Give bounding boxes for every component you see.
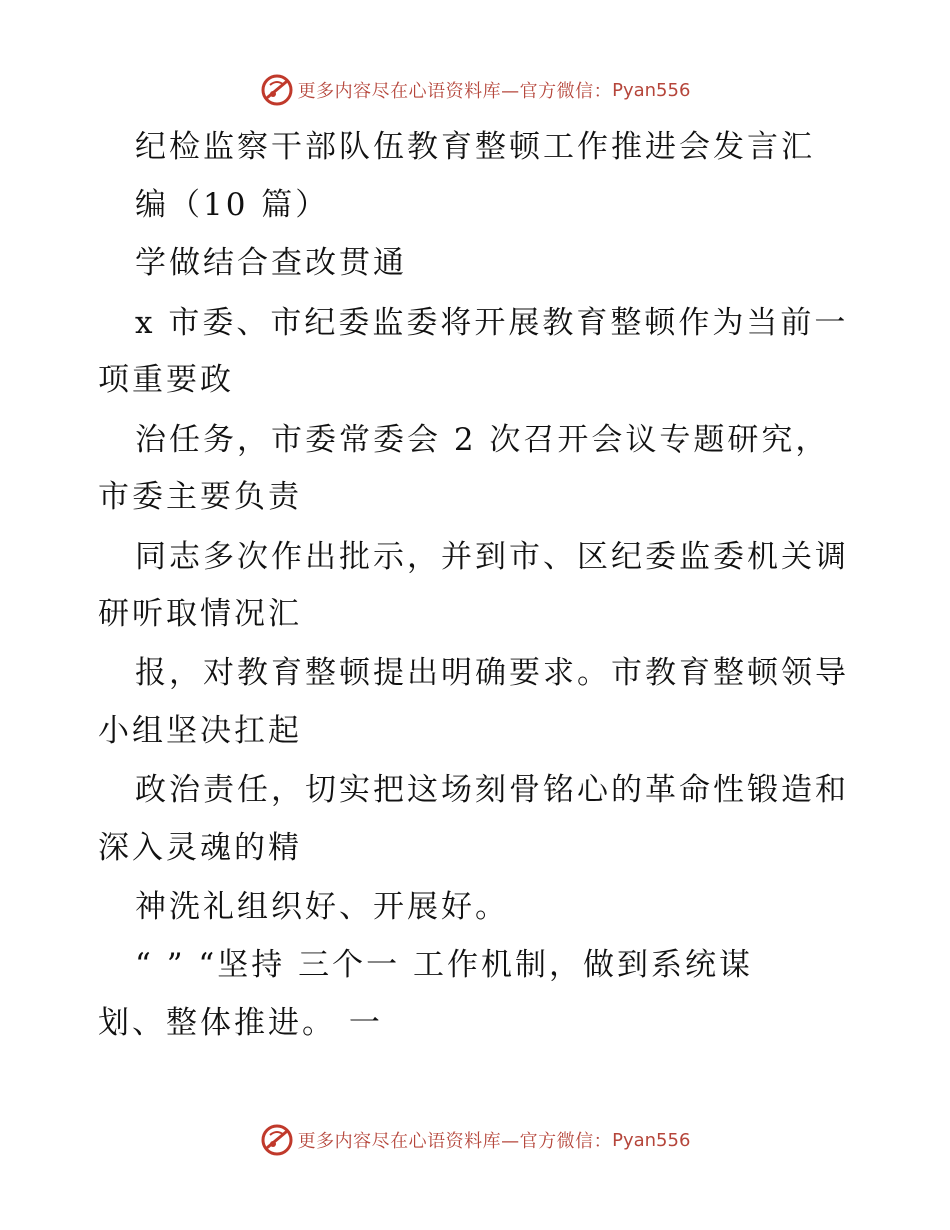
paragraph-line: 同志多次作出批示，并到市、区纪委监委机关调 [135,539,849,575]
document-title-line-1: 纪检监察干部队伍教育整顿工作推进会发言汇 [135,129,815,165]
paragraph-line: “ ” “坚持 三个一 工作机制，做到系统谋 [135,947,753,983]
watermark-contact: Pyan556 [612,1129,691,1151]
paragraph-line: 治任务，市委常委会 2 次召开会议专题研究， [135,422,830,458]
watermark-banner-bottom [0,1120,950,1160]
paragraph-line: 研听取情况汇 [98,596,302,632]
paragraph-line: 小组坚决扛起 [98,713,302,749]
paragraph-line: 项重要政 [98,362,234,398]
paragraph-line: 政治责任，切实把这场刻骨铭心的革命性锻造和 [135,772,849,808]
section-heading: 学做结合查改贯通 [135,245,407,281]
watermark-text: 更多内容尽在心语资料库—官方微信： [297,81,613,102]
brand-logo-icon [260,1123,294,1157]
document-title-line-2: 编（10 篇） [135,187,330,223]
watermark-contact: Pyan556 [612,79,691,101]
paragraph-line: 划、整体推进。 一 [98,1005,383,1041]
paragraph-line: 市委主要负责 [98,479,302,515]
watermark-text: 更多内容尽在心语资料库—官方微信： [297,1131,613,1152]
paragraph-line: 报，对教育整顿提出明确要求。市教育整顿领导 [135,655,849,691]
paragraph-line: 神洗礼组织好、开展好。 [135,889,509,925]
paragraph-line: 深入灵魂的精 [98,830,302,866]
paragraph-line: x 市委、市纪委监委将开展教育整顿作为当前一 [135,305,849,341]
